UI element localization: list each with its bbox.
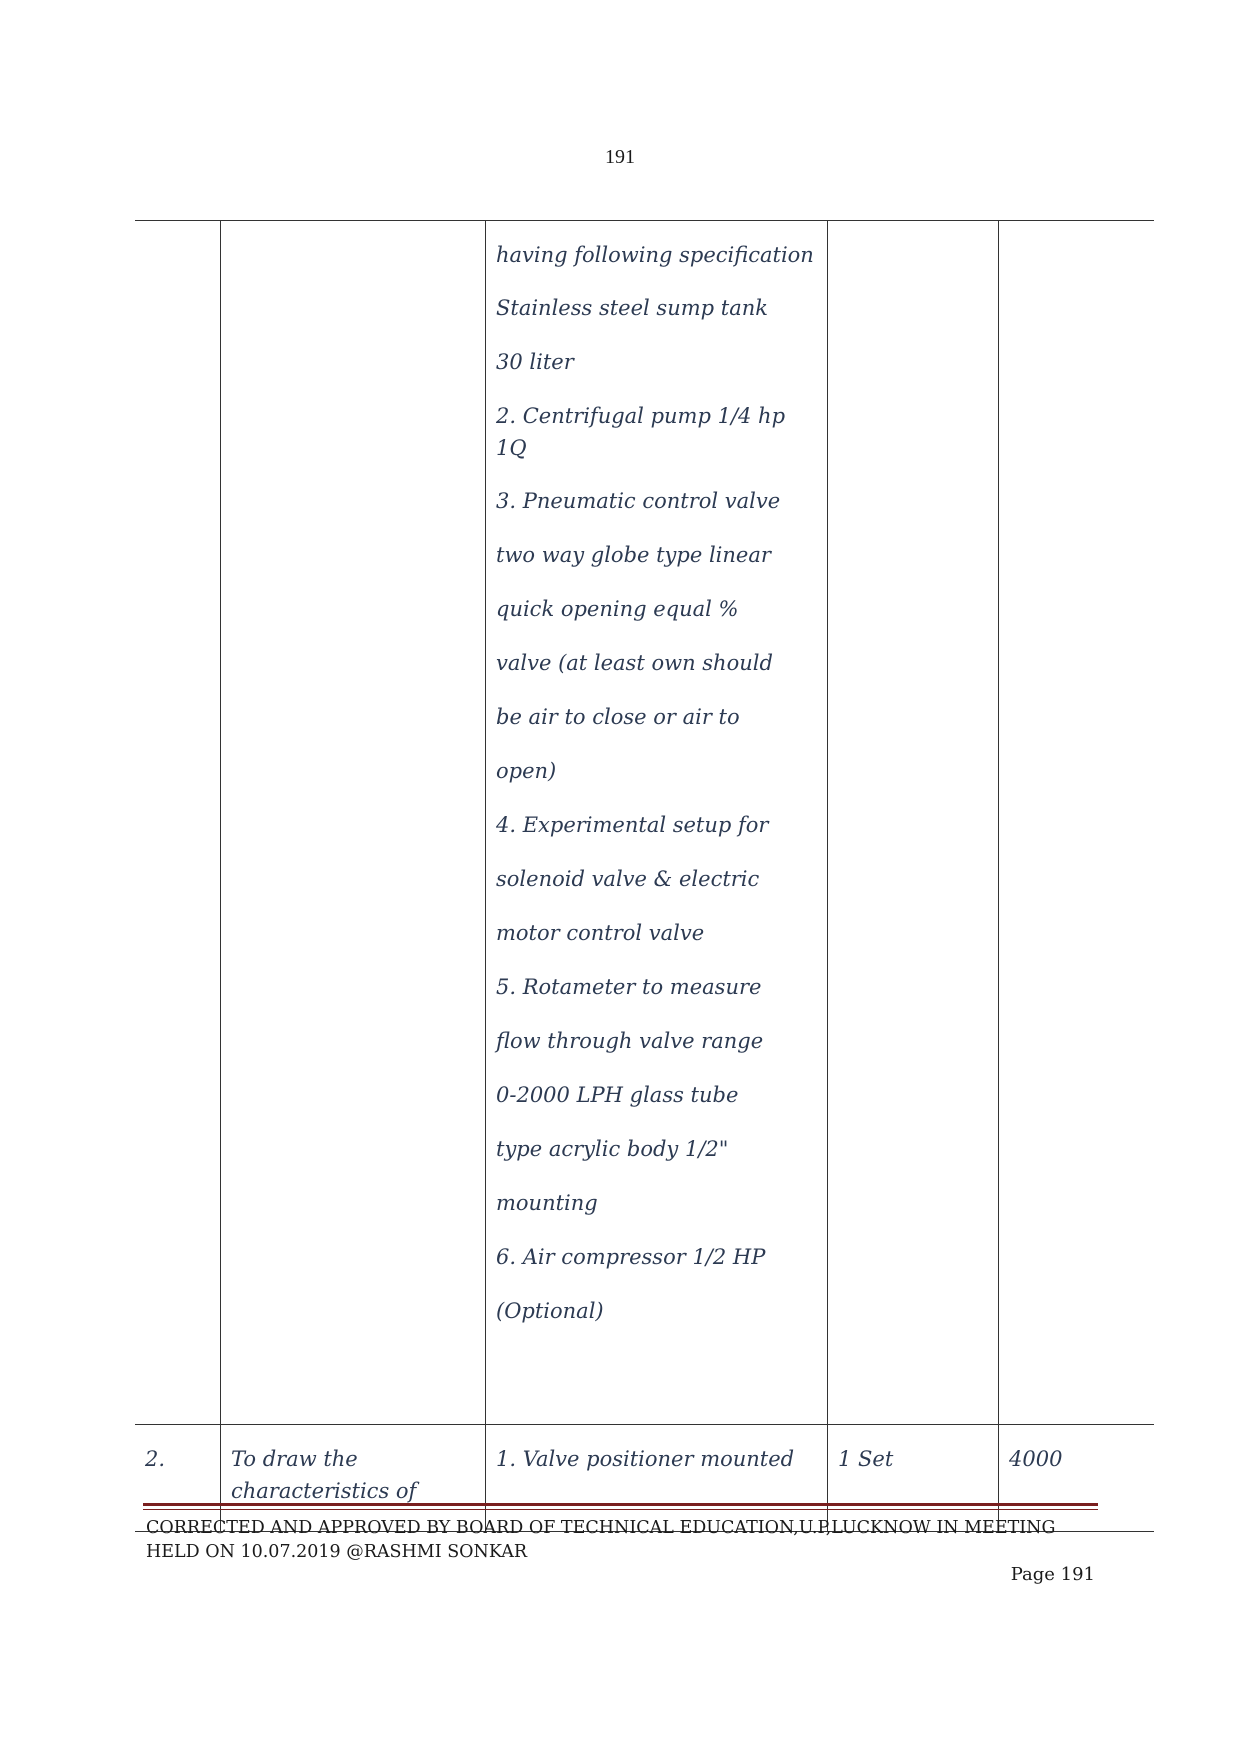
footer-divider-thin (143, 1509, 1098, 1510)
spec-line: valve (at least own should (496, 651, 773, 675)
spec-line: 6. Air compressor 1/2 HP (496, 1245, 766, 1269)
spec-line: having following specification (496, 243, 814, 267)
spec-line: Stainless steel sump tank (496, 296, 768, 320)
spec-line: 4. Experimental setup for (496, 813, 769, 837)
spec-line: be air to close or air to (496, 705, 740, 729)
footer-approval-text: CORRECTED AND APPROVED BY BOARD OF TECHNICAL EDUCATION,U.P,LUCKNOW IN MEETING HELD ON 10.07.2019 @RASHMI SONKAR (146, 1518, 1056, 1562)
quantity-cell (828, 221, 999, 1425)
spec-line: solenoid valve & electric (496, 867, 760, 891)
cost-cell (999, 221, 1155, 1425)
experiment-cell: To draw the characteristics of (221, 1425, 486, 1532)
spec-line: 2. Centrifugal pump 1/4 hp 1Q (496, 404, 786, 460)
equipment-table (135, 220, 1063, 1532)
spec-line: mounting (496, 1191, 598, 1215)
cost-cell: 4000 (999, 1425, 1155, 1532)
page-label: Page 191 (1010, 1564, 1095, 1585)
spec-line: 30 liter (496, 350, 574, 374)
spec-line: two way globe type linear (496, 543, 771, 567)
spec-line: 3. Pneumatic control valve (496, 489, 781, 513)
spec-line: quick opening equal % (496, 597, 739, 621)
table-row-continued (135, 221, 1154, 1425)
spec-line: motor control valve (496, 921, 705, 945)
specification-cell (486, 221, 828, 1425)
spec-line: 0-2000 LPH glass tube (496, 1083, 739, 1107)
serial-cell: 2. (135, 1425, 221, 1532)
experiment-cell (221, 221, 486, 1425)
spec-line: 5. Rotameter to measure (496, 975, 762, 999)
footer-divider (143, 1503, 1098, 1506)
spec-line: type acrylic body 1/2" (496, 1137, 729, 1161)
equipment-cell: 1. Valve positioner mounted (486, 1425, 828, 1532)
spec-line: open) (496, 759, 557, 783)
quantity-cell: 1 Set (828, 1425, 999, 1532)
spec-line: flow through valve range (496, 1029, 764, 1053)
spec-line: (Optional) (496, 1299, 604, 1323)
page-number-top: 191 (605, 146, 635, 168)
serial-cell (135, 221, 221, 1425)
